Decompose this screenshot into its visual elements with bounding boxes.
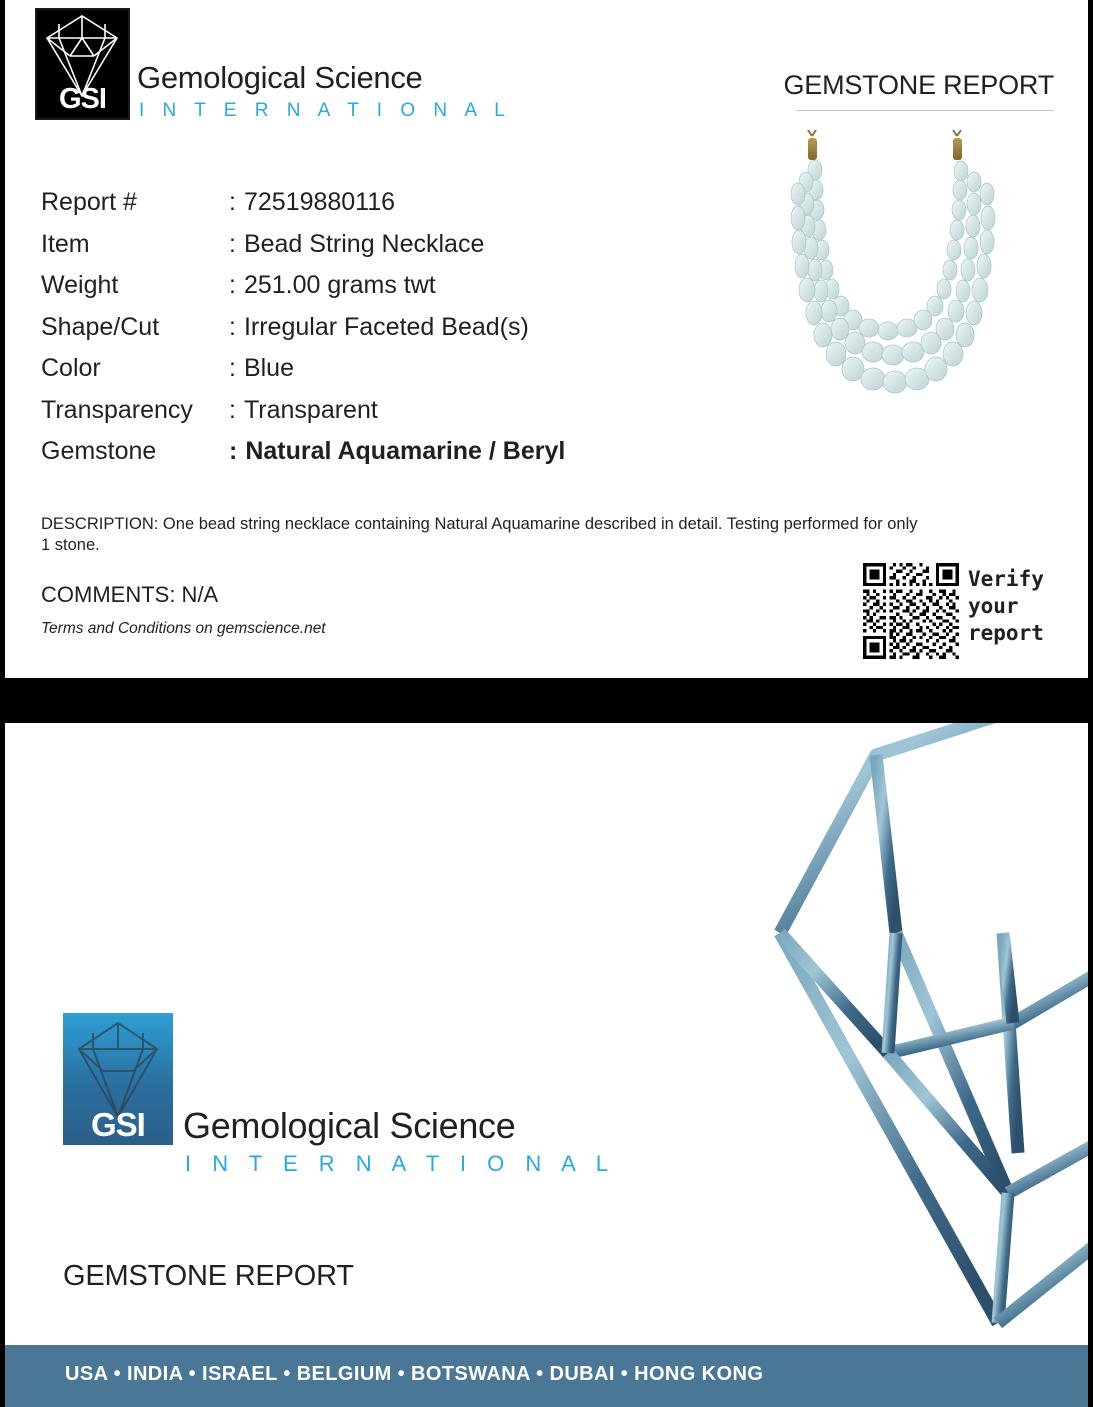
gsi-abbrev-label: GSI bbox=[91, 1106, 145, 1143]
spec-value: Transparent bbox=[243, 395, 378, 424]
page-title: GEMSTONE REPORT bbox=[783, 70, 1054, 100]
spec-label: Color bbox=[41, 354, 101, 382]
aquamarine-bead-necklace-photo bbox=[765, 130, 1025, 480]
spec-label: Weight bbox=[41, 271, 119, 299]
brand-subtitle: I N T E R N A T I O N A L bbox=[185, 1151, 616, 1176]
back-page-title: GEMSTONE REPORT bbox=[63, 1260, 354, 1292]
gsi-abbrev-label: GSI bbox=[59, 83, 106, 115]
verify-line-3: report bbox=[968, 620, 1044, 645]
gsi-diamond-logo-icon bbox=[63, 1013, 173, 1145]
table-row bbox=[41, 437, 681, 479]
verify-line-1: Verify bbox=[968, 567, 1044, 591]
description-text: DESCRIPTION: One bead string necklace containing Natural Aquamarine described in detail. Testing performed for only 1 stone. bbox=[41, 515, 918, 555]
brand-name: Gemological Science bbox=[137, 60, 423, 95]
terms-and-conditions-note: Terms and Conditions on gemscience.net bbox=[41, 620, 326, 637]
spec-colon: : bbox=[229, 312, 236, 341]
table-row bbox=[41, 396, 681, 438]
spec-label: Item bbox=[41, 229, 90, 258]
spec-label: Shape/Cut bbox=[41, 312, 160, 341]
verify-line-2: your bbox=[968, 593, 1019, 618]
gem-specifications-table bbox=[41, 188, 681, 479]
brand-name: Gemological Science bbox=[183, 1105, 516, 1146]
spec-label: Gemstone bbox=[41, 437, 157, 465]
spec-colon: : bbox=[229, 354, 236, 382]
gsi-diamond-logo-icon bbox=[35, 8, 130, 120]
footer-bar bbox=[5, 1345, 1088, 1407]
footer-locations: USA • INDIA • ISRAEL • BELGIUM • BOTSWANA • DUBAI • HONG KONG bbox=[65, 1363, 764, 1385]
table-row bbox=[41, 188, 681, 230]
verify-report-qr-code[interactable] bbox=[863, 563, 959, 659]
table-row bbox=[41, 354, 681, 396]
table-row bbox=[41, 230, 681, 272]
spec-label: Transparency bbox=[41, 395, 193, 424]
title-divider bbox=[796, 110, 1054, 111]
table-row bbox=[41, 271, 681, 313]
large-diamond-graphic-icon bbox=[768, 723, 1088, 1343]
spec-value: Blue bbox=[243, 354, 294, 382]
table-row bbox=[41, 313, 681, 355]
spec-colon: : bbox=[229, 229, 236, 258]
verify-report-label bbox=[968, 566, 1044, 647]
spec-label: Report # bbox=[41, 188, 137, 216]
spec-colon: : bbox=[229, 188, 236, 216]
spec-colon: : bbox=[229, 271, 236, 299]
gemstone-report-front-card bbox=[5, 0, 1088, 678]
spec-value: Natural Aquamarine / Beryl bbox=[245, 437, 566, 465]
brand-subtitle: I N T E R N A T I O N A L bbox=[139, 100, 512, 121]
spec-colon: : bbox=[229, 395, 236, 424]
comments-text: COMMENTS: N/A bbox=[41, 582, 219, 607]
spec-value: 251.00 grams twt bbox=[243, 271, 436, 299]
spec-value: Irregular Faceted Bead(s) bbox=[243, 312, 529, 341]
spec-value: 72519880116 bbox=[243, 188, 396, 216]
gemstone-report-back-card bbox=[5, 723, 1088, 1407]
spec-value: Bead String Necklace bbox=[243, 229, 485, 258]
spec-colon: : bbox=[229, 437, 238, 465]
